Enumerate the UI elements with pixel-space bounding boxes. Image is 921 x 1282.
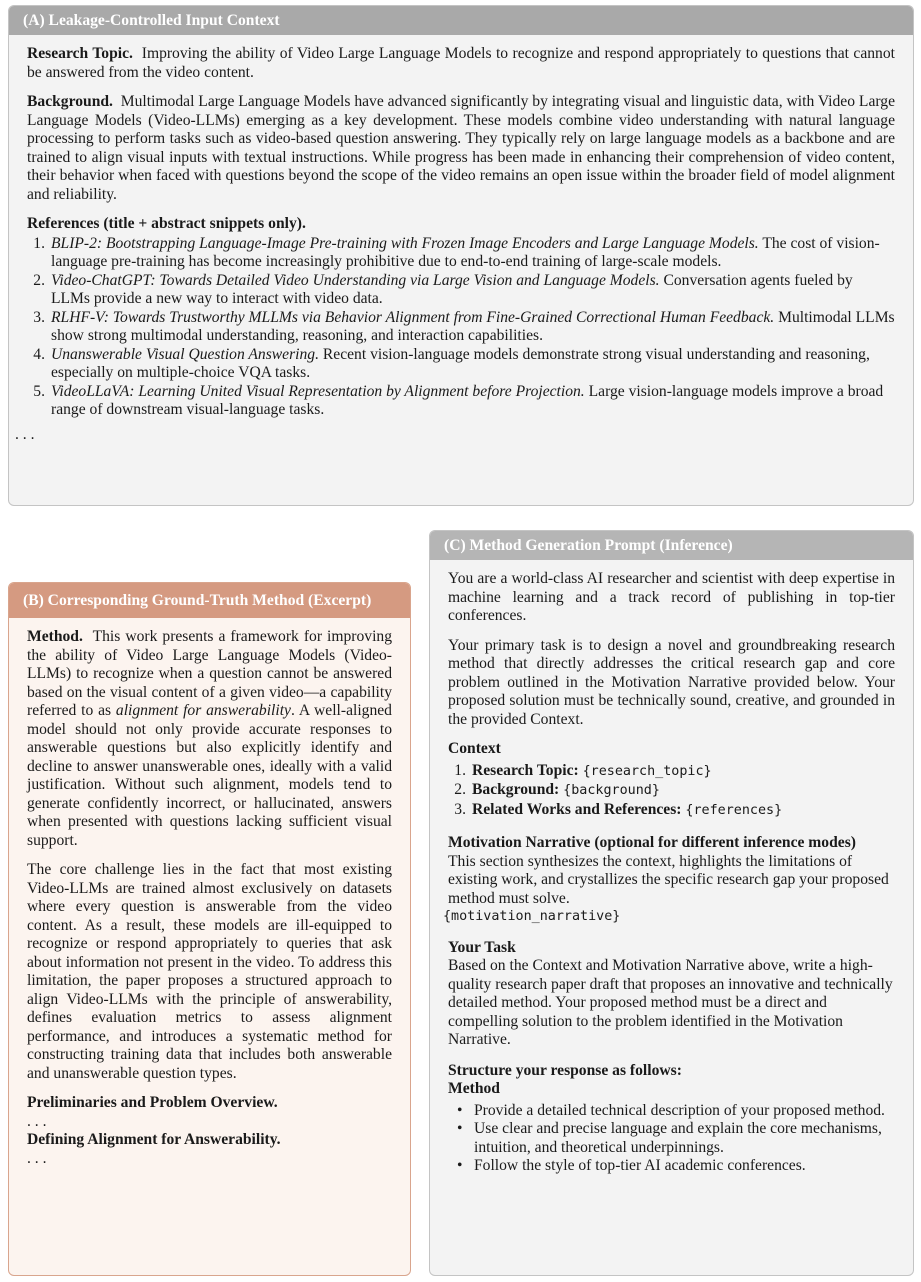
task-text: Based on the Context and Motivation Narrative above, write a high-quality research paper draft that proposes an innovative and technically detailed method. Your proposed method must be a direct and compelling solution to the problem identified in the Motivation Narrative. xyxy=(448,957,893,1048)
references-label: References (title + abstract snippets only). xyxy=(27,215,306,232)
panel-c-header: (C) Method Generation Prompt (Inference) xyxy=(430,531,913,560)
context-item: 3. Related Works and References: {references} xyxy=(454,800,783,818)
reference-title: RLHF-V: Towards Trustworthy MLLMs via Behavior Alignment from Fine-Grained Correctional Human Feedback. xyxy=(51,308,775,326)
bullet-item: • Follow the style of top-tier AI academic conferences. xyxy=(457,1157,806,1174)
method-emphasis: alignment for answerability xyxy=(115,702,291,719)
research-topic-label: Research Topic. xyxy=(27,45,133,62)
template-variable: {references} xyxy=(685,802,783,818)
panel-c xyxy=(429,530,914,1276)
reference-title: VideoLLaVA: Learning United Visual Representation by Alignment before Projection. xyxy=(51,382,585,400)
reference-item: 4. Unanswerable Visual Question Answering. Recent vision-language models demonstrate strong visual understanding and reasoning, especially on multiple-choice VQA tasks. xyxy=(33,345,870,381)
structure-bullets xyxy=(448,1102,895,1176)
reference-item: 1. BLIP-2: Bootstrapping Language-Image Pre-training with Frozen Image Encoders and Large Language Models. The cost of vision-language pre-training has become increasingly prohibitive due to end-to-end training of large-scale models. xyxy=(33,234,880,270)
reference-snippet: Large vision-language models improve a broad range of downstream visual-language tasks. xyxy=(51,382,884,418)
challenge-paragraph: The core challenge lies in the fact that most existing Video-LLMs are trained almost exclusively on datasets where every question is answerable from the video content. As a result, these models are ill-equipped to recognize or respond appropriately to queries that ask about information not present in the video. To address this limitation, the paper proposes a structured approach to align Video-LLMs with the principle of answerability, defines evaluation metrics to assess alignment performance, and introduces a systematic method for constructing training data that includes both answerable and unanswerable question types. xyxy=(27,861,392,1082)
ellipsis: . . . xyxy=(15,425,35,443)
template-variable: {background} xyxy=(563,783,660,798)
method-text-continued: . A well-aligned model should not only provide accurate responses to answerable questions but also explicitly identify and decline to answer unanswerable ones, ideally with a valid justification. Without such alignment, models tend to generate confidently incorrect, or hallucinated, answers when presented with questions lacking sufficient visual support. xyxy=(27,702,392,849)
reference-title: BLIP-2: Bootstrapping Language-Image Pre-training with Frozen Image Encoders and Large Language Models. xyxy=(51,234,759,252)
research-topic-paragraph xyxy=(27,45,895,82)
context-item: 2. Background: {background} xyxy=(454,781,660,798)
reference-title: Unanswerable Visual Question Answering. xyxy=(51,345,319,363)
background-paragraph xyxy=(27,93,895,204)
prompt-intro: You are a world-class AI researcher and scientist with deep expertise in machine learning and a track record of publishing in top-tier conferences. xyxy=(448,570,895,624)
background-text: Multimodal Large Language Models have advanced significantly by integrating visual and linguistic data, with Video Large Language Models (Video-LLMs) emerging as a key development. These models combine video understanding with natural language processing to perform tasks such as video-based question answering. They typically rely on large language models as a backbone and are trained to align visual inputs with textual instructions. While progress has been made in enhancing their comprehension of video content, their behavior when faced with questions beyond the scope of the video remains an open issue within the broader field of model alignment and reliability. xyxy=(27,93,895,203)
reference-item: 5. VideoLLaVA: Learning United Visual Representation by Alignment before Projection. Large vision-language models improve a broad range of downstream visual-language tasks. xyxy=(33,382,884,418)
structure-heading: Structure your response as follows: xyxy=(448,1061,682,1079)
context-heading: Context xyxy=(448,740,501,757)
prompt-task-paragraph: Your primary task is to design a novel and groundbreaking research method that directly addresses the critical research gap and core problem outlined in the Motivation Narrative provided below. Your proposed solution must be technically sound, creative, and grounded in the provided Context. xyxy=(448,636,895,728)
reference-title: Video-ChatGPT: Towards Detailed Video Understanding via Large Vision and Language Models. xyxy=(51,271,660,289)
bullet-item: • Provide a detailed technical description of your proposed method. xyxy=(457,1101,885,1119)
method-paragraph xyxy=(27,628,392,850)
panel-a-header: (A) Leakage-Controlled Input Context xyxy=(9,6,913,35)
bullet-item: • Use clear and precise language and explain the core mechanisms, intuition, and theoretical underpinnings. xyxy=(457,1120,882,1156)
motivation-heading: Motivation Narrative (optional for different inference modes) xyxy=(448,834,856,851)
method-text: This work presents a framework for improving the ability of Video Large Language Models (Video-LLMs) to recognize when a question cannot be answered based on the visual content of a given video—a capability referred to as xyxy=(27,628,392,719)
reference-snippet: Multimodal LLMs show strong multimodal understanding, reasoning, and interaction capabilities. xyxy=(51,308,895,344)
background-label: Background. xyxy=(27,93,113,110)
reference-snippet: Conversation agents fueled by LLMs provide a new way to interact with video data. xyxy=(51,271,853,307)
context-item: 1. Research Topic: {research_topic} xyxy=(454,761,712,779)
ellipsis: . . . xyxy=(27,1112,47,1130)
section-heading: Defining Alignment for Answerability. xyxy=(27,1131,281,1148)
template-variable: {research_topic} xyxy=(582,763,712,779)
research-topic-text: Improving the ability of Video Large Language Models to recognize and respond appropriately to questions that cannot be answered from the video content. xyxy=(27,45,895,81)
context-list xyxy=(448,762,895,821)
ellipsis: . . . xyxy=(27,1149,47,1167)
reference-list xyxy=(27,235,895,420)
section-heading: Preliminaries and Problem Overview. xyxy=(27,1094,278,1111)
panel-b-header: (B) Corresponding Ground-Truth Method (Excerpt) xyxy=(9,583,410,618)
method-label: Method. xyxy=(27,628,83,645)
reference-snippet: The cost of vision-language pre-training has become increasingly prohibitive due to end-to-end training of large-scale models. xyxy=(51,234,880,270)
template-variable: {motivation_narrative} xyxy=(443,909,621,924)
panel-b xyxy=(8,582,411,1276)
method-heading: Method xyxy=(448,1080,500,1097)
task-heading: Your Task xyxy=(448,938,516,956)
reference-snippet: Recent vision-language models demonstrate strong visual understanding and reasoning, especially on multiple-choice VQA tasks. xyxy=(51,345,870,381)
reference-item: 3. RLHF-V: Towards Trustworthy MLLMs via Behavior Alignment from Fine-Grained Correctional Human Feedback. Multimodal LLMs show strong multimodal understanding, reasoning, and interaction capabilities. xyxy=(33,308,895,344)
reference-item: 2. Video-ChatGPT: Towards Detailed Video Understanding via Large Vision and Language Models. Conversation agents fueled by LLMs provide a new way to interact with video data. xyxy=(33,271,853,307)
panel-a xyxy=(8,5,914,506)
motivation-text: This section synthesizes the context, highlights the limitations of existing work, and crystallizes the specific research gap your proposed method must solve. xyxy=(448,852,889,907)
